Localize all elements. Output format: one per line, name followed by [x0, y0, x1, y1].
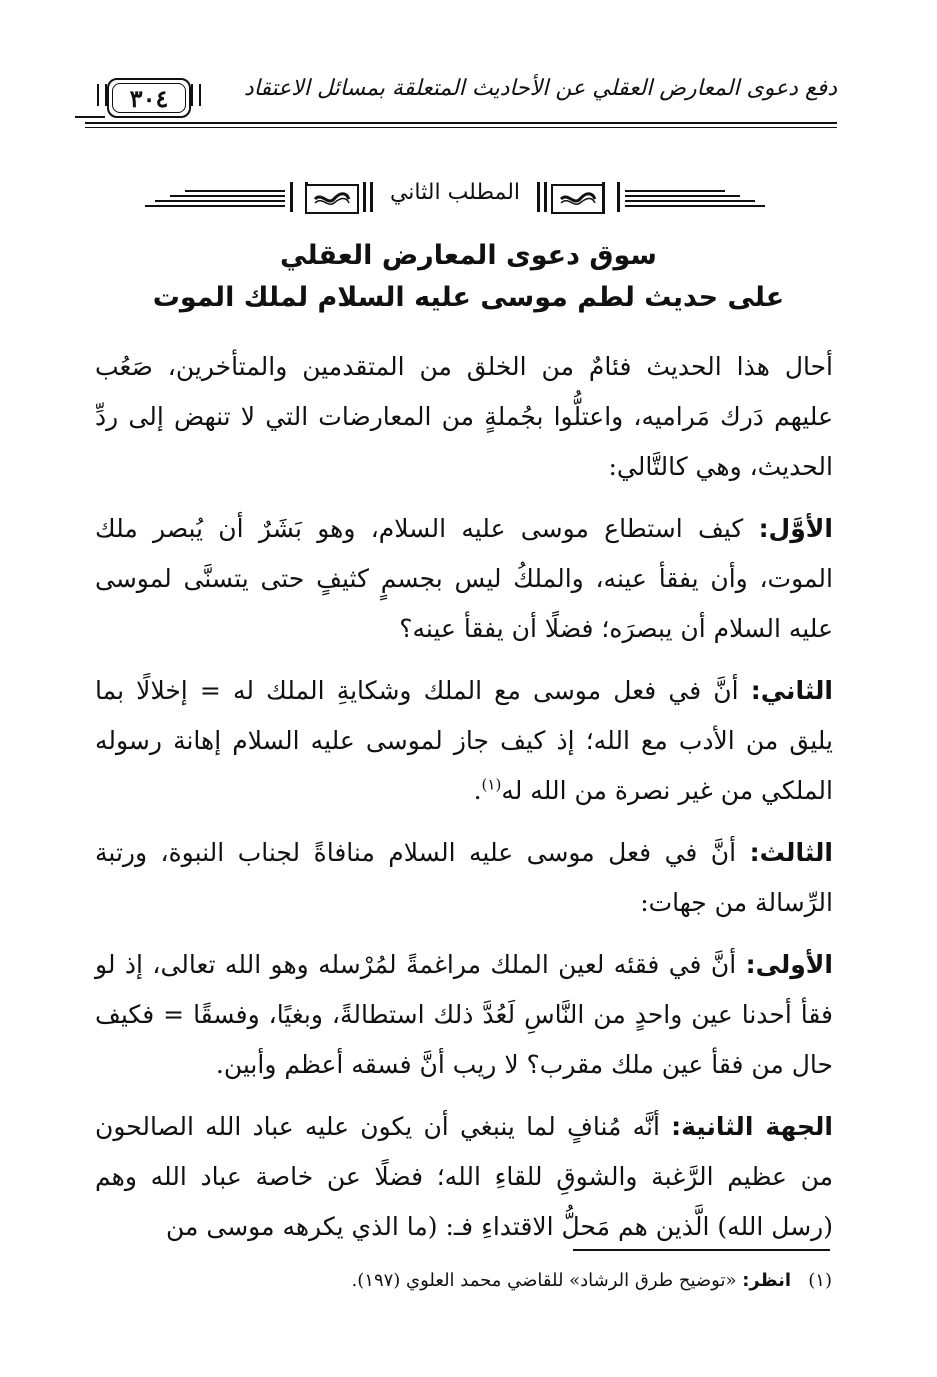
paragraph-lead: الأولى:	[745, 950, 833, 979]
decorative-rules-left	[145, 190, 285, 210]
ornament-pipes	[602, 182, 620, 212]
section-title: المطلب الثاني	[389, 180, 521, 205]
header-ornament-bar	[191, 84, 201, 106]
header-tick	[75, 116, 105, 118]
paragraph	[95, 342, 833, 492]
paragraph	[95, 666, 833, 816]
body-text	[95, 342, 833, 1264]
ornament-pipe	[537, 182, 547, 212]
header-ornament-bar	[97, 84, 107, 106]
ornament-wave-icon	[551, 184, 605, 214]
running-title: دفع دعوى المعارض العقلي عن الأحاديث المتعلقة بمسائل الاعتقاد	[243, 76, 837, 101]
chapter-heading-line-1: سوق دعوى المعارض العقلي	[280, 240, 657, 271]
running-header	[85, 70, 837, 132]
paragraph-text: أحال هذا الحديث فئامٌ من الخلق من المتقدمين والمتأخرين، صَعُب عليهم دَرك مَراميه، واعتلُّوا بجُملةٍ من المعارضات التي لا تنهض إلى ردِّ الحديث، وهي كالتَّالي:	[95, 352, 833, 481]
page-number-box	[107, 78, 191, 118]
paragraph	[95, 504, 833, 654]
paragraph-text: أنَّ في فعل موسى مع الملك وشكايةِ الملك له = إخلالًا بما يليق من الأدب مع الله؛ إذ كيف جاز لموسى عليه السلام إهانة رسوله الملكي من غير نصرة من الله له	[95, 676, 833, 805]
paragraph-lead: الثالث:	[749, 838, 833, 867]
footnote-text: «توضيح طرق الرشاد» للقاضي محمد العلوي (١٩٧).	[351, 1270, 737, 1291]
paragraph-text: أنَّ في فعل موسى عليه السلام منافاةً لجناب النبوة، ورتبة الرِّسالة من جهات:	[95, 838, 833, 917]
decorative-rules-right	[625, 190, 765, 210]
header-rule-thin	[85, 127, 837, 128]
paragraph-text: أنَّه مُنافٍ لما ينبغي أن يكون عليه عباد الله الصالحون من عظيم الرَّغبة والشوقِ للقاءِ الله؛ فضلًا عن خاصة عباد الله وهم (رسل الله) الَّذين هم مَحلُّ الاقتداءِ فـ: (ما الذي يكرهه موسى من	[95, 1112, 833, 1241]
paragraph-tail: .	[473, 776, 482, 805]
section-banner	[145, 180, 765, 220]
paragraph-text: أنَّ في فقئه لعين الملك مراغمةً لمُرْسله وهو الله تعالى، إذ لو فقأ أحدنا عين واحدٍ من النَّاسِ لَعُدَّ ذلك استطالةً، وبغيًا، وفسقًا = فكيف حال من فقأ عين ملك مقرب؟ لا ريب أنَّ فسقه أعظم وأبين.	[95, 950, 833, 1079]
paragraph-text: كيف استطاع موسى عليه السلام، وهو بَشَرٌ أن يُبصر ملك الموت، وأن يفقأ عينه، والملكُ ليس بجسمٍ كثيفٍ حتى يتسنَّى لموسى عليه السلام أن يبصرَه؛ فضلًا أن يفقأ عينه؟	[95, 514, 833, 643]
footnote-reference[interactable]: (١)	[481, 775, 502, 794]
header-rule	[85, 122, 837, 124]
paragraph-lead: الثاني:	[750, 676, 833, 705]
page-number: ٣٠٤	[129, 83, 169, 113]
footnote-marker: (١)	[808, 1270, 832, 1291]
ornament-wave-icon	[305, 184, 359, 214]
paragraph	[95, 1102, 833, 1252]
paragraph	[95, 940, 833, 1090]
ornament-pipe	[363, 182, 373, 212]
footnote-label: انظر:	[742, 1270, 792, 1291]
paragraph-lead: الأوَّل:	[758, 514, 833, 543]
footnote-separator	[573, 1249, 830, 1251]
paragraph-lead: الجهة الثانية:	[671, 1112, 833, 1141]
paragraph	[95, 828, 833, 928]
chapter-heading-line-2: على حديث لطم موسى عليه السلام لملك الموت	[152, 282, 785, 313]
footnote	[352, 1270, 832, 1291]
